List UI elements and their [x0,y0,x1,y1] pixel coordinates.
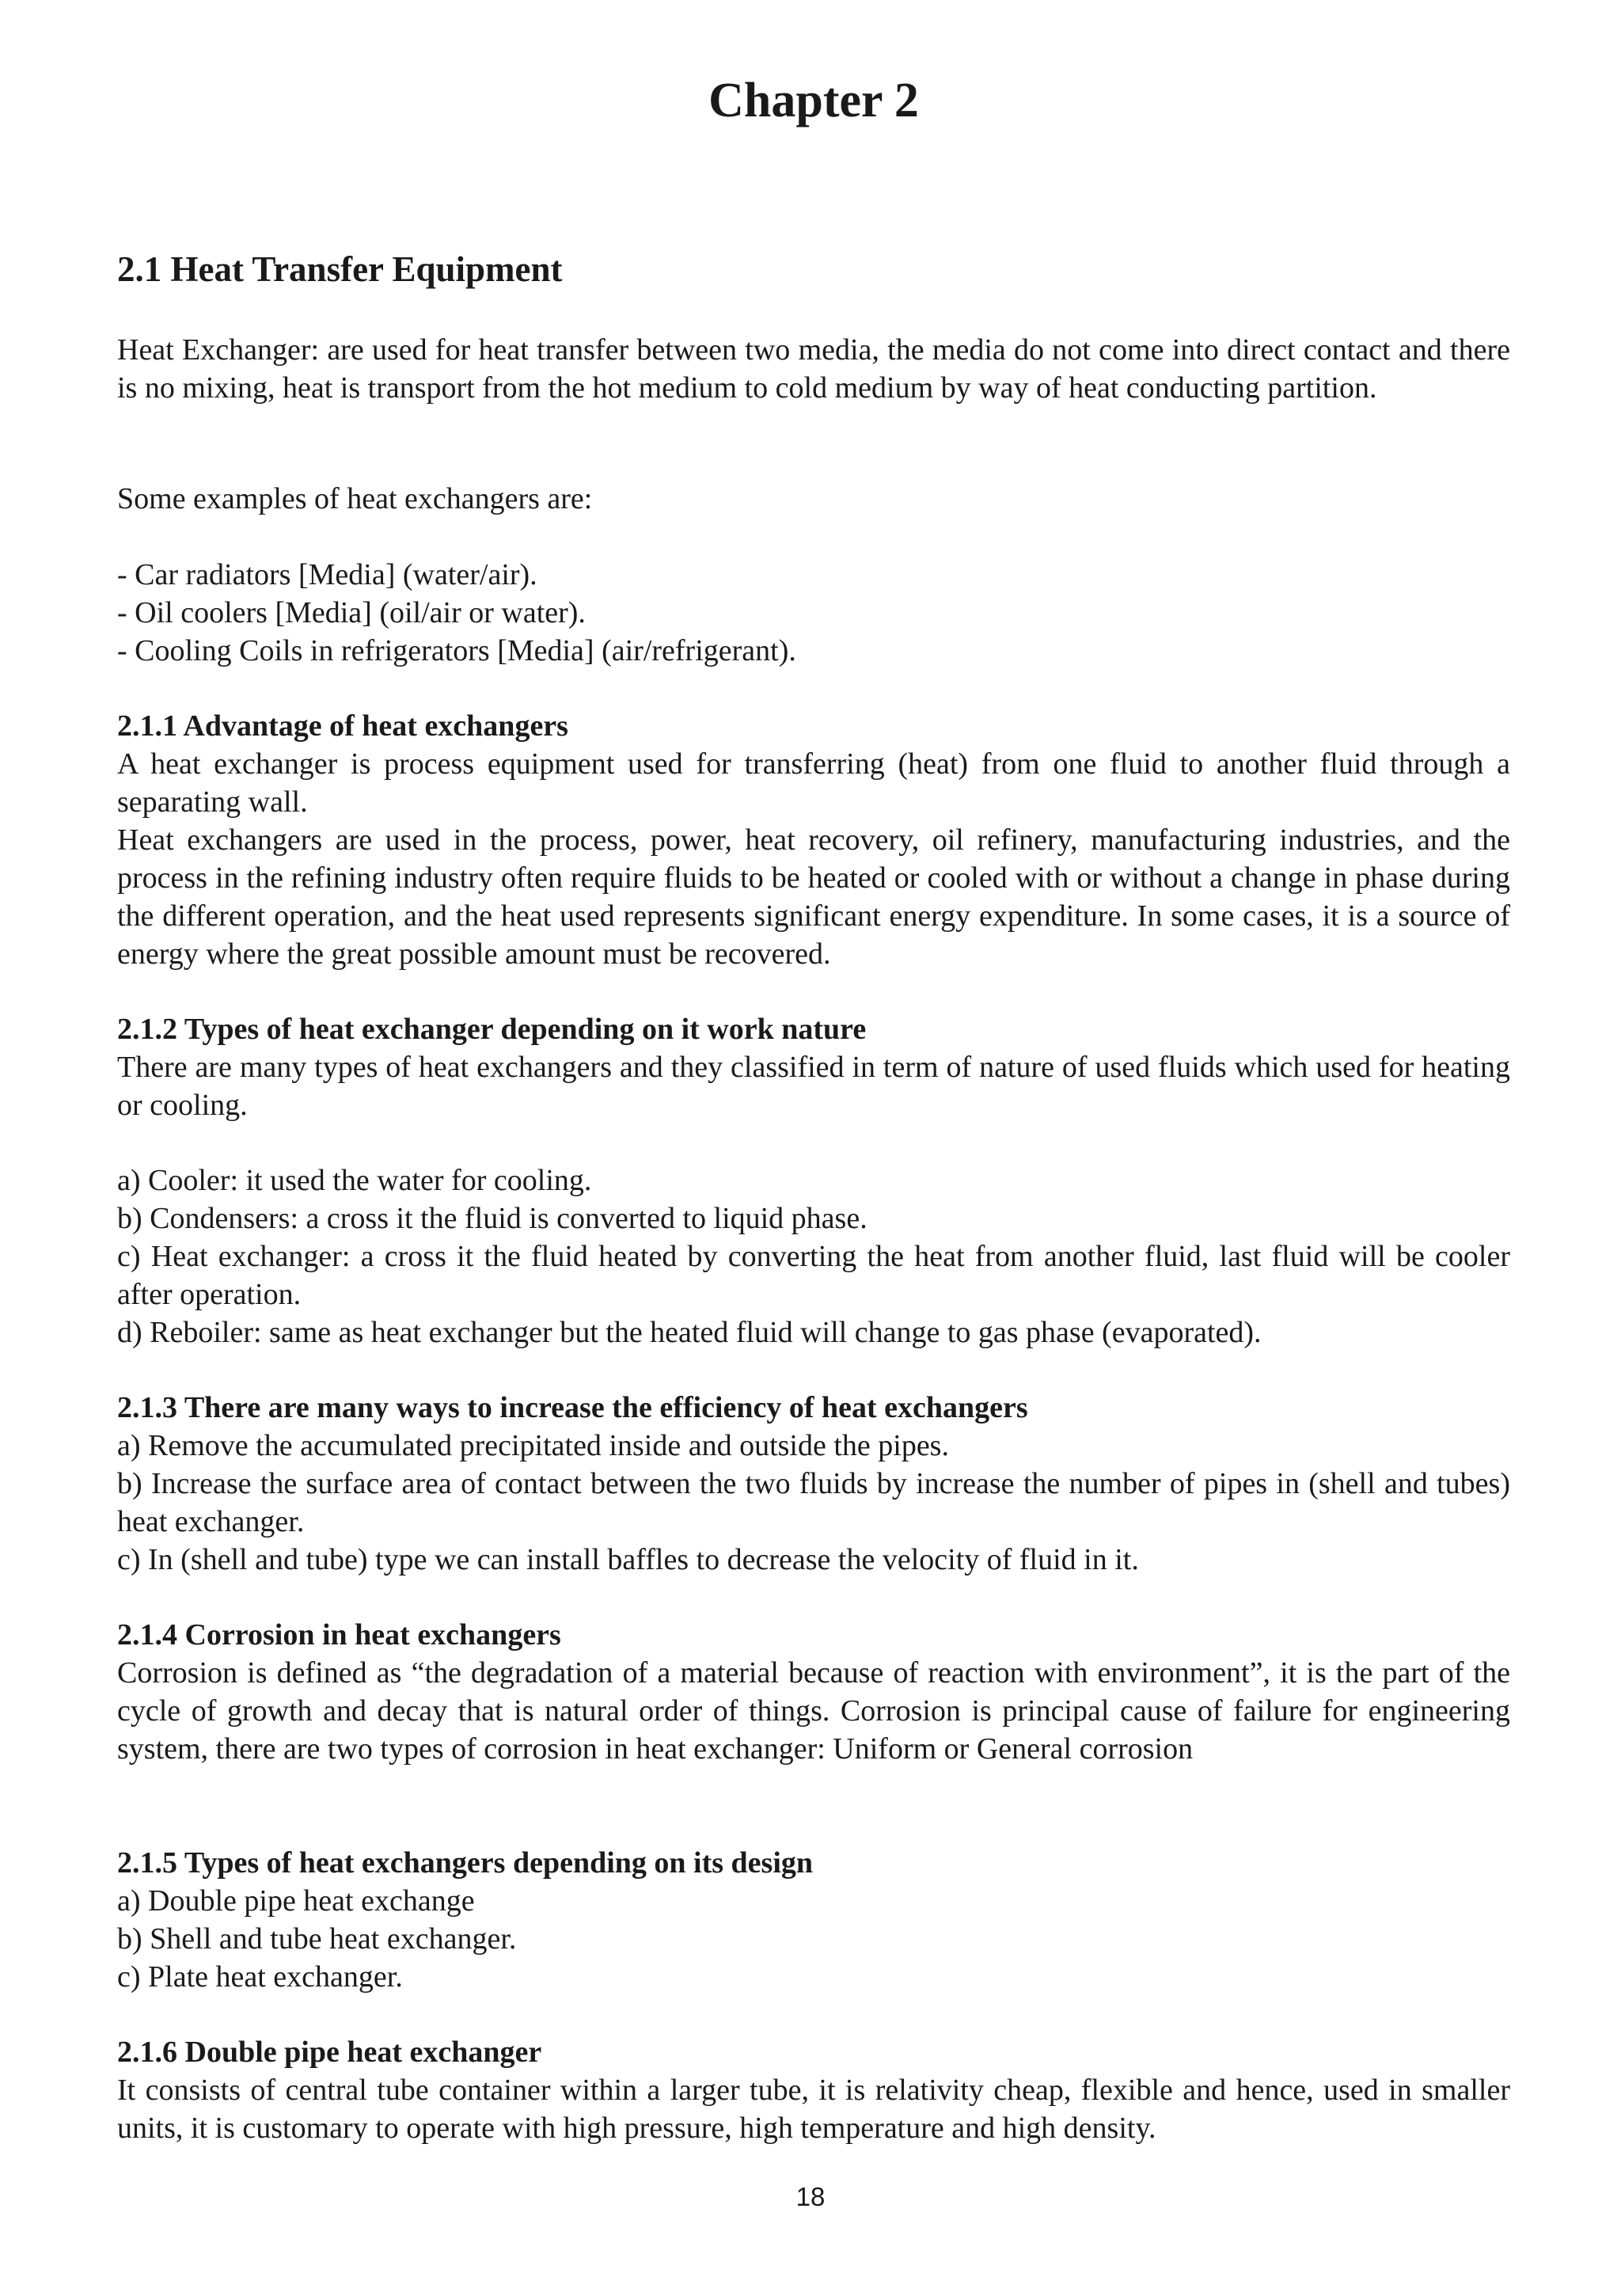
subsection-heading: 2.1.6 Double pipe heat exchanger [117,2036,542,2069]
examples-intro: Some examples of heat exchangers are: [117,482,593,515]
section-2-1-6 [117,2033,1510,2147]
list-item: a) Cooler: it used the water for cooling. [117,1164,592,1197]
list-item: d) Reboiler: same as heat exchanger but the heated fluid will change to gas phase (evaporated). [117,1316,1262,1349]
section-2-1-5 [117,1844,1510,1996]
paragraph: Heat exchangers are used in the process, power, heat recovery, oil refinery, manufacturing industries, and the process in the refining industry often require fluids to be heated or cooled with or without a change in phase during the different operation, and the heat used represents significant energy expenditure. In some cases, it is a source of energy where the great possible amount must be recovered. [117,823,1510,971]
chapter-title: Chapter 2 [708,74,919,127]
list-item: a) Remove the accumulated precipitated inside and outside the pipes. [117,1429,949,1462]
list-item: c) Plate heat exchanger. [117,1960,403,1994]
list-item: b) Shell and tube heat exchanger. [117,1922,517,1956]
section-2-1-1 [117,707,1510,973]
page-number: 18 [795,2182,826,2211]
list-item: b) Condensers: a cross it the fluid is converted to liquid phase. [117,1202,867,1235]
section-title: 2.1 Heat Transfer Equipment [117,249,563,289]
paragraph: A heat exchanger is process equipment used for transferring (heat) from one fluid to another fluid through a separating wall. [117,747,1510,819]
list-item: c) In (shell and tube) type we can install baffles to decrease the velocity of fluid in it. [117,1543,1139,1576]
examples-list [117,556,1510,670]
section-2-1-4 [117,1616,1510,1768]
paragraph: Corrosion is defined as “the degradation of a material because of reaction with environment”, it is the part of the cycle of growth and decay that is natural order of things. Corrosion is principal cause of failure for engineering system, there are two types of corrosion in heat exchanger: Uniform or General corrosion [117,1656,1510,1766]
subsection-heading: 2.1.2 Types of heat exchanger depending on it work nature [117,1013,867,1046]
list-item: a) Double pipe heat exchange [117,1884,475,1918]
section-2-1-3 [117,1389,1510,1579]
list-item: - Car radiators [Media] (water/air). [117,558,537,591]
subsection-heading: 2.1.1 Advantage of heat exchangers [117,709,568,743]
list-item: - Oil coolers [Media] (oil/air or water). [117,596,586,629]
paragraph: It consists of central tube container within a larger tube, it is relativity cheap, flexible and hence, used in smaller units, it is customary to operate with high pressure, high temperature and high density. [117,2074,1510,2145]
section-2-1-2 [117,1010,1510,1124]
intro-paragraph: Heat Exchanger: are used for heat transfer between two media, the media do not come into direct contact and there is no mixing, heat is transport from the hot medium to cold medium by way of heat conducting partition. [117,333,1510,405]
subsection-heading: 2.1.5 Types of heat exchangers depending on its design [117,1846,814,1880]
list-item: - Cooling Coils in refrigerators [Media] (air/refrigerant). [117,634,796,667]
list-item: b) Increase the surface area of contact between the two fluids by increase the number of pipes in (shell and tubes) heat exchanger. [117,1467,1510,1538]
list-item: c) Heat exchanger: a cross it the fluid heated by converting the heat from another fluid, last fluid will be cooler after operation. [117,1240,1510,1311]
subsection-heading: 2.1.3 There are many ways to increase the efficiency of heat exchangers [117,1391,1028,1424]
paragraph: There are many types of heat exchangers and they classified in term of nature of used fluids which used for heating or cooling. [117,1051,1510,1122]
subsection-heading: 2.1.4 Corrosion in heat exchangers [117,1618,561,1652]
section-2-1-2-list [117,1161,1510,1351]
